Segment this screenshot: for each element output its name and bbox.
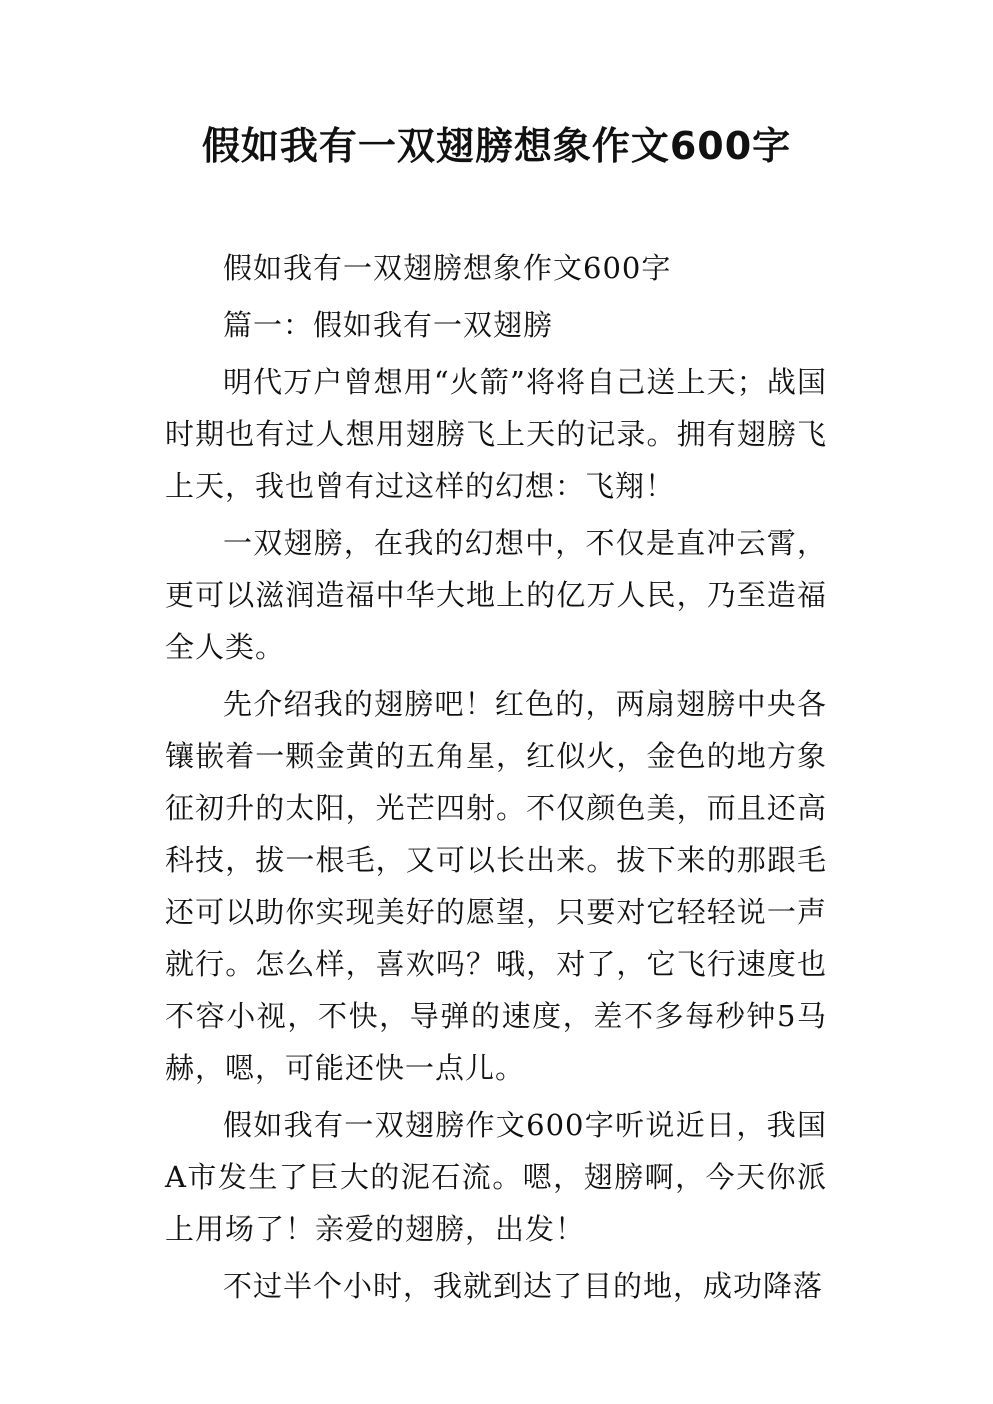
document-body <box>165 242 827 1317</box>
document-title: 假如我有一双翅膀想象作文600字 <box>201 124 792 168</box>
paragraph: 明代万户曾想用“火箭”将将自己送上天；战国时期也有过人想用翅膀飞上天的记录。拥有翅膀飞上天，我也曾有过这样的幻想：飞翔！ <box>165 365 827 503</box>
paragraph: 不过半个小时，我就到达了目的地，成功降落 <box>223 1269 824 1303</box>
paragraph: 假如我有一双翅膀作文600字听说近日，我国A市发生了巨大的泥石流。嗯，翅膀啊，今天你派上用场了！亲爱的翅膀，出发！ <box>165 1108 827 1246</box>
paragraph-subtitle: 假如我有一双翅膀想象作文600字 <box>223 251 672 285</box>
paragraph: 先介绍我的翅膀吧！红色的，两扇翅膀中央各镶嵌着一颗金黄的五角星，红似火，金色的地方象征初升的太阳，光芒四射。不仅颜色美，而且还高科技，拔一根毛，又可以长出来。拔下来的那跟毛还可以助你实现美好的愿望，只要对它轻轻说一声就行。怎么样，喜欢吗？哦，对了，它飞行速度也不容小视，不快，导弹的速度，差不多每秒钟5马赫，嗯，可能还快一点儿。 <box>165 687 827 1085</box>
paragraph: 一双翅膀，在我的幻想中，不仅是直冲云霄，更可以滋润造福中华大地上的亿万人民，乃至造福全人类。 <box>165 526 827 664</box>
paragraph-section-heading: 篇一：假如我有一双翅膀 <box>223 308 554 342</box>
